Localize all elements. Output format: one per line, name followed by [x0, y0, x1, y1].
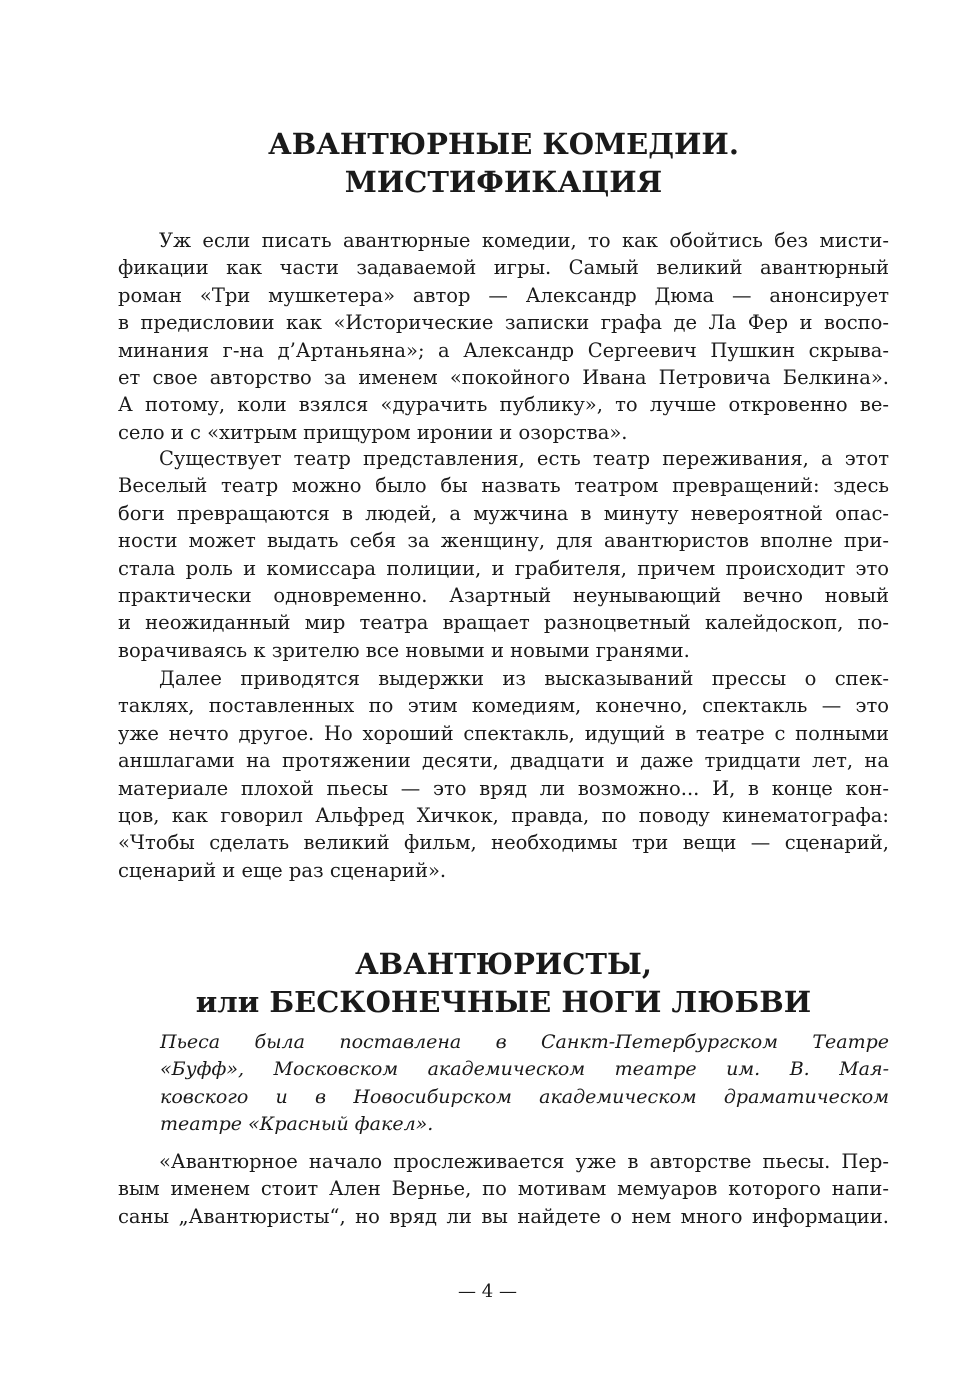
text-line: Веселый театр можно было бы назвать театром превращений: здесь	[118, 474, 889, 498]
paragraph-mystification	[118, 227, 889, 446]
text-line: ворачиваясь к зрителю все новыми и новыми гранями.	[118, 638, 690, 662]
paragraph-authorship	[118, 1148, 889, 1230]
text-line: таклях, поставленных по этим комедиям, конечно, спектакль — это	[118, 694, 889, 718]
text-line: саны „Авантюристы“, но вряд ли вы найдете о нем много информации.	[118, 1204, 889, 1228]
page-number: — 4 —	[458, 1281, 517, 1302]
title-line: АВАНТЮРНЫЕ КОМЕДИИ.	[268, 127, 739, 161]
text-line: сценарий и еще раз сценарий».	[118, 858, 447, 882]
title-line: АВАНТЮРИСТЫ,	[355, 947, 652, 981]
text-line: Далее приводятся выдержки из высказываний прессы о спек-	[159, 667, 889, 690]
text-line: стала роль и комиссара полиции, и грабителя, причем происходит это	[118, 556, 889, 580]
staging-note	[160, 1029, 889, 1139]
paragraph-theatre-of-transformations	[118, 445, 889, 664]
text-line: в предисловии как «Исторические записки графа де Ла Фер и воспо-	[118, 311, 889, 335]
section-title-adventure-comedies	[118, 125, 889, 201]
text-line: цов, как говорил Альфред Хичкок, правда, по поводу кинематографа:	[118, 803, 889, 827]
text-line: А потому, коли взялся «дурачить публику», то лучше откровенно ве-	[118, 393, 889, 417]
text-line: аншлагами на протяжении десяти, двадцати и даже тридцати лет, на	[118, 749, 889, 773]
text-line: ности может выдать себя за женщину, для авантюристов вполне при-	[118, 529, 889, 553]
paragraph-press-excerpts	[118, 665, 889, 884]
text-line: Существует театр представления, есть театр переживания, а этот	[159, 447, 889, 470]
text-line: ковского и в Новосибирском академическом драматическом	[160, 1085, 889, 1108]
text-line: село и с «хитрым прищуром иронии и озорства».	[118, 420, 628, 444]
text-line: вым именем стоит Ален Вернье, по мотивам мемуаров которого напи-	[118, 1177, 889, 1201]
text-line: Пьеса была поставлена в Санкт-Петербургском Театре	[160, 1031, 889, 1053]
text-line: и неожиданный мир театра вращает разноцветный калейдоскоп, по-	[118, 611, 889, 635]
text-line: практически одновременно. Азартный неунывающий вечно новый	[118, 583, 889, 607]
text-line: «Буфф», Московском академическом театре им. В. Мая-	[160, 1058, 889, 1081]
text-line: «Авантюрное начало прослеживается уже в авторстве пьесы. Пер-	[159, 1150, 889, 1173]
title-line: или БЕСКОНЕЧНЫЕ НОГИ ЛЮБВИ	[195, 985, 812, 1019]
text-line: Уж если писать авантюрные комедии, то как обойтись без мисти-	[159, 229, 889, 252]
text-line: «Чтобы сделать великий фильм, необходимы три вещи — сценарий,	[118, 831, 889, 855]
text-line: фикации как части задаваемой игры. Самый великий авантюрный	[118, 256, 889, 280]
text-line: материале плохой пьесы — это вряд ли возможно... И, в конце кон-	[118, 776, 889, 800]
text-line: боги превращаются в людей, а мужчина в минуту невероятной опас-	[118, 501, 889, 525]
text-line: роман «Три мушкетера» автор — Александр Дюма — анонсирует	[118, 283, 889, 307]
text-line: уже нечто другое. Но хороший спектакль, идущий в театре с полными	[118, 721, 889, 745]
section-title-adventurers	[118, 945, 889, 1021]
title-line: МИСТИФИКАЦИЯ	[344, 165, 663, 199]
text-line: театре «Красный факел».	[160, 1113, 434, 1136]
text-line: ет свое авторство за именем «покойного Ивана Петровича Белкина».	[118, 365, 889, 389]
text-line: минания г-на д’Артаньяна»; а Александр Сергеевич Пушкин скрыва-	[118, 338, 889, 362]
